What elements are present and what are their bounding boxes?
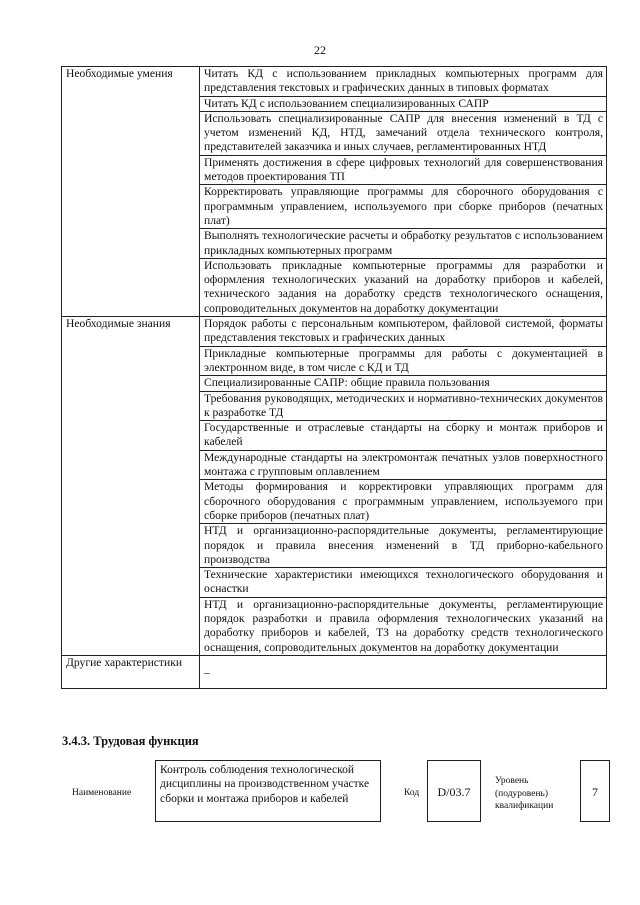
function-code-label: Код <box>404 788 420 798</box>
knowledge-item: Порядок работы с персональным компьютером, файловой системой, форматы представления текстовых и графических данных <box>200 317 607 347</box>
knowledge-item: Международные стандарты на электромонтаж печатных узлов поверхностного монтажа с групповым оплавлением <box>200 450 607 480</box>
table-row <box>62 655 607 688</box>
qualification-level-value: 7 <box>580 760 610 822</box>
table-row <box>62 317 607 347</box>
function-code-value: D/03.7 <box>427 760 481 822</box>
requirements-table <box>61 66 607 689</box>
skill-item: Использовать специализированные САПР для внесения изменений в ТД с учетом изменений КД, НТД, замечаний отдела технического контроля, представителей заказчика и иных случаев, регламентированных НТД <box>200 111 607 155</box>
knowledge-item: Государственные и отраслевые стандарты на сборку и монтаж приборов и кабелей <box>200 421 607 451</box>
skill-item: Читать КД с использованием прикладных компьютерных программ для представления текстовых и графических данных в типовых форматах <box>200 67 607 97</box>
knowledge-group-label: Необходимые знания <box>62 317 200 656</box>
knowledge-item: НТД и организационно-распорядительные документы, регламентирующие порядок разработки и правила оформления технологических указаний на доработку приборов и кабелей, ТЗ на доработку средств технологического оснащения, сопроводительных документов на доработку документации <box>200 597 607 655</box>
function-name-value: Контроль соблюдения технологической дисциплины на производственном участке сборки и монтажа приборов и кабелей <box>155 760 381 822</box>
knowledge-item: Прикладные компьютерные программы для работы с документацией в электронном виде, в том числе с КД и ТД <box>200 346 607 376</box>
knowledge-item: НТД и организационно-распорядительные документы, регламентирующие порядок и правила внесения изменений в ТД приборно-кабельного производства <box>200 524 607 568</box>
skill-item: Читать КД с использованием специализированных САПР <box>200 96 607 111</box>
function-name-label: Наименование <box>72 788 132 798</box>
knowledge-item: Методы формирования и корректировки управляющих программ для сборочного оборудования с программным управлением, используемого при сборке приборов (печатных плат) <box>200 480 607 524</box>
skill-item: Корректировать управляющие программы для сборочного оборудования с программным управлением, используемого при сборке приборов (печатных плат) <box>200 185 607 229</box>
other-characteristics-label: Другие характеристики <box>62 655 200 688</box>
page-number: 22 <box>314 43 326 57</box>
section-title: 3.4.3. Трудовая функция <box>62 734 199 748</box>
knowledge-item: Требования руководящих, методических и нормативно-технических документов к разработке ТД <box>200 391 607 421</box>
knowledge-item: Технические характеристики имеющихся технологического оборудования и оснастки <box>200 568 607 598</box>
skill-group-label: Необходимые умения <box>62 67 200 317</box>
knowledge-item: Специализированные САПР: общие правила пользования <box>200 376 607 391</box>
skill-item: Использовать прикладные компьютерные программы для разработки и оформления технологических указаний на доработку приборов и кабелей, технического задания на доработку средств технологического оснащения, сопроводительных документов на доработку документации <box>200 258 607 316</box>
skill-item: Применять достижения в сфере цифровых технологий для совершенствования методов проектирования ТП <box>200 155 607 185</box>
qualification-level-label: Уровень (подуровень) квалификации <box>495 776 554 811</box>
table-row <box>62 67 607 97</box>
other-characteristics-value: – <box>200 655 607 688</box>
skill-item: Выполнять технологические расчеты и обработку результатов с использованием прикладных компьютерных программ <box>200 229 607 259</box>
